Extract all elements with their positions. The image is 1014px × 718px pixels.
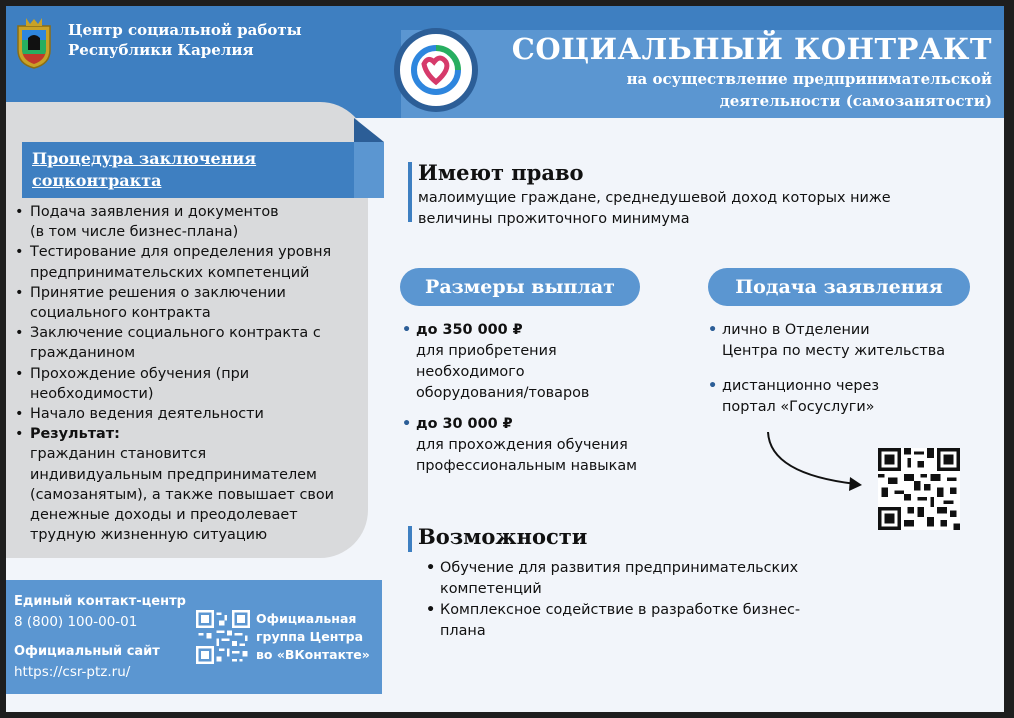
section-accent-bar: [408, 162, 412, 222]
page-title: СОЦИАЛЬНЫЙ КОНТРАКТ: [511, 32, 992, 66]
contract-logo-icon: [394, 28, 478, 112]
application-pill: Подача заявления: [708, 268, 970, 306]
procedure-title: Процедура заключения соцконтракта: [32, 149, 257, 190]
list-item: • лично в Отделении Центра по месту жительства: [706, 320, 996, 362]
result-item: • Результат: гражданин становится индивидуальным предпринимателем (самозанятым), а также повышает свои денежные доходы и преодолевает трудную жизненную ситуацию: [12, 424, 364, 545]
eligibility-heading: Имеют право: [418, 160, 584, 185]
list-item: • Обучение для развития предпринимательских компетенций: [424, 558, 904, 600]
list-item: • Подача заявления и документов (в том числе бизнес-плана): [12, 202, 364, 242]
page-subtitle: на осуществление предпринимательской деятельности (самозанятости): [626, 70, 992, 110]
procedure-steps: [12, 202, 364, 545]
organization-name: Центр социальной работы Республики Карелия: [68, 21, 302, 59]
section-accent-bar: [408, 526, 412, 552]
vk-qr-code-icon[interactable]: [196, 610, 250, 664]
panel-corner-decoration: [354, 118, 384, 142]
vk-group-link[interactable]: Официальная группа Центра во «ВКонтакте»: [256, 611, 370, 662]
list-item: • дистанционно через портал «Госуслуги»: [706, 376, 996, 418]
site-label: Официальный сайт: [14, 644, 160, 659]
contact-phone[interactable]: 8 (800) 100-00-01: [14, 614, 138, 630]
application-list: [706, 320, 996, 418]
opportunities-list: [424, 558, 904, 642]
site-link[interactable]: https://csr-ptz.ru/: [14, 664, 131, 680]
list-item: • Начало ведения деятельности: [12, 404, 364, 424]
list-item: • до 30 000 ₽ для прохождения обучения профессиональным навыкам: [400, 414, 700, 477]
list-item: • Тестирование для определения уровня предпринимательских компетенций: [12, 242, 364, 282]
poster: [6, 6, 1004, 712]
gosuslugi-qr-code-icon[interactable]: [878, 448, 960, 530]
payments-pill: Размеры выплат: [400, 268, 640, 306]
karelia-emblem-icon: [14, 16, 54, 70]
curved-arrow-icon: [764, 430, 874, 494]
list-item: • Принятие решения о заключении социального контракта: [12, 283, 364, 323]
contact-center-label: Единый контакт-центр: [14, 594, 186, 609]
list-item: • до 350 000 ₽ для приобретения необходимого оборудования/товаров: [400, 320, 700, 404]
list-item: • Прохождение обучения (при необходимости): [12, 364, 364, 404]
list-item: • Заключение социального контракта с гражданином: [12, 323, 364, 363]
list-item: • Комплексное содействие в разработке бизнес- плана: [424, 600, 904, 642]
eligibility-text: малоимущие граждане, среднедушевой доход которых ниже величины прожиточного минимума: [418, 190, 891, 227]
opportunities-heading: Возможности: [418, 524, 588, 549]
payments-list: [400, 320, 700, 477]
